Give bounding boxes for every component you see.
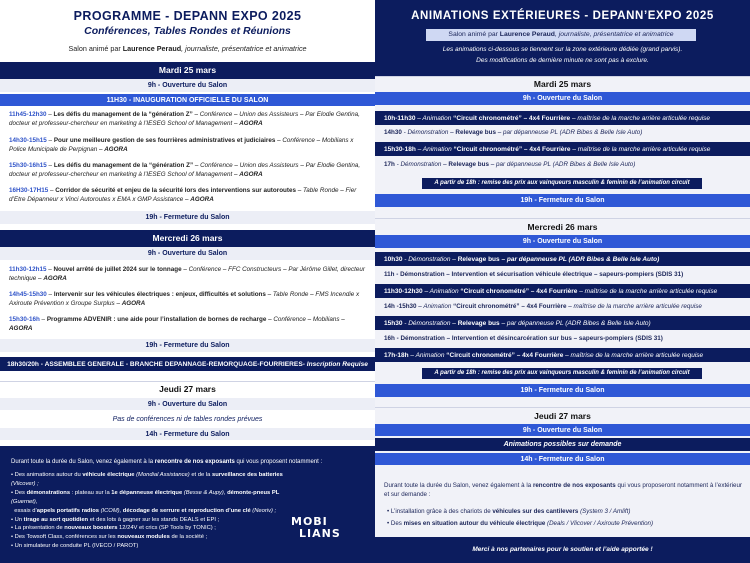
footer-bullets: [11, 471, 286, 551]
animation-item: 14h30 - Démonstration – Relevage bus – par dépanneuse PL (ADR Bibes & Belle Isle Auto): [384, 128, 643, 136]
right-title: ANIMATIONS EXTÉRIEURES - DEPANN’EXPO 2025: [411, 10, 714, 22]
opening-thursday: 9h - Ouverture du Salon: [0, 398, 375, 410]
right-footer-bullets: [387, 506, 742, 530]
prize-banner-wednesday: A partir de 18h : remise des prix aux vainqueurs masculin & feminin de l’animation circuit: [422, 368, 702, 379]
outdoor-animations-program: [375, 0, 750, 563]
right-host-pill: Salon animé par Laurence Peraud, journaliste, présentatrice et animatrice: [426, 29, 696, 41]
right-closing-wednesday: 19h - Fermeture du Salon: [375, 384, 750, 397]
left-subtitle: Conférences, Tables Rondes et Réunions: [84, 25, 291, 37]
opening-tuesday: 9h - Ouverture du Salon: [0, 79, 375, 92]
animation-item: 10h-11h30 – Animation “Circuit chronométré” – 4x4 Fourrière – maîtrise de la marche arrière articulée requise: [375, 111, 750, 125]
footer-intro: Durant toute la durée du Salon, venez également à la rencontre de nos exposants qui vous proposent notamment :: [11, 459, 323, 465]
prize-banner-tuesday: A partir de 18h : remise des prix aux vainqueurs masculin & feminin de l’animation circuit: [422, 178, 702, 189]
general-assembly-banner: 18h30/20h - ASSEMBLEE GENERALE - BRANCHE DEPANNAGE-REMORQUAGE-FOURRIERES - Inscription Requise: [0, 357, 375, 371]
list-item: • Un tirage au sort quotidien et des lots à gagner sur les stands DEALS et EPI ;: [11, 516, 220, 523]
conference-item: 14h30-15h15 – Pour une meilleure gestion de ses fourrières administratives et judiciaires – Conférence – Mobilians x Police Municipale de Perpignan – AGORA: [9, 137, 354, 153]
day-header-thursday: Jeudi 27 mars: [0, 381, 375, 397]
animation-item: 15h30 - Démonstration – Relevage bus – par dépanneuse PL (ADR Bibes & Belle Isle Auto): [375, 316, 750, 330]
right-intro-2: Des modifications de dernière minute ne sont pas à exclure.: [476, 57, 649, 64]
no-conference-note: Pas de conférences ni de tables rondes prévues: [112, 415, 263, 423]
right-footer-intro: Durant toute la durée du Salon, venez également à la rencontre de nos exposants qui vous proposeront notamment à l’extérieur et sur demande :: [384, 482, 742, 498]
closing-thursday: 14h - Fermeture du Salon: [0, 428, 375, 440]
conference-item: 15h30-16h – Programme ADVENIR : une aide pour l’installation de bornes de recharge – Conférence – Mobilians – AGORA: [9, 316, 345, 332]
animation-item: 11h30-12h30 – Animation “Circuit chronométré” – 4x4 Fourrière – maîtrise de la marche arrière articulée requise: [375, 284, 750, 298]
day-header-wednesday: Mercredi 26 mars: [0, 230, 375, 247]
closing-wednesday: 19h - Fermeture du Salon: [0, 339, 375, 352]
list-item: • Des mises en situation autour du véhicule électrique (Deals / Vlicover / Axiroute Prévention): [387, 520, 654, 527]
mobilians-logo: MOBI LIANS: [291, 515, 341, 540]
list-item: • Un simulateur de conduite PL (IVECO / PAROT): [11, 543, 139, 550]
animation-item: 15h30-18h – Animation “Circuit chronométré” – 4x4 Fourrière – maîtrise de la marche arrière articulée requise: [375, 142, 750, 156]
conference-item: 14h45-15h30 – Intervenir sur les véhicules électriques : enjeux, difficultés et solutions – Table Ronde – FMS Incendie x Axiroute Prévention x Groupe Surplus – AGORA: [9, 291, 360, 307]
conference-item: 11h45-12h30 – Les défis du management de la “génération Z” – Conférence – Union des Assisteurs – Par Elodie Gentina, docteur et professeur-chercheur en marketing à l’IESEG School of Management – AGORA: [9, 111, 360, 127]
right-intro-1: Les animations ci-dessous se tiennent sur la zone extérieure dédiée (grand parvis).: [442, 46, 683, 53]
right-day-header-tuesday: Mardi 25 mars: [375, 76, 750, 92]
animation-item: 11h - Démonstration – Intervention et sécurisation véhicule électrique – sapeurs-pompiers (SDIS 31): [384, 270, 684, 278]
conference-item: 16H30-17H15 – Corridor de sécurité et enjeu de la sécurité lors des interventions sur autoroutes – Table Ronde – Fier d’Etre Dépanneur x Vinci Autoroutes x EMA x GMP Assistance – AGORA: [9, 187, 357, 203]
left-header: [0, 0, 375, 62]
inauguration-banner: 11H30 - INAUGURATION OFFICIELLE DU SALON: [0, 94, 375, 106]
opening-wednesday: 9h - Ouverture du Salon: [0, 247, 375, 260]
animation-item: 10h30 - Démonstration – Relevage bus – par dépanneuse PL (ADR Bibes & Belle Isle Auto): [375, 252, 750, 266]
closing-tuesday: 19h - Fermeture du Salon: [0, 211, 375, 224]
thanks-banner: Merci à nos partenaires pour le soutien et l’aide apportée !: [375, 537, 750, 563]
conference-item: 15h30-16h15 – Les défis du management de la “génération Z” – Conférence – Union des Assisteurs – Par Elodie Gentina, docteur et professeur-chercheur en marketing à l’IESEG School of Management – AGORA: [9, 162, 361, 178]
right-opening-thursday: 9h - Ouverture du Salon: [375, 424, 750, 436]
right-closing-thursday: 14h - Fermeture du Salon: [375, 453, 750, 465]
list-item: • Des animations autour du véhicule électrique (Mondial Assistance) et de la surveillance des batteries (Vlicover) ;: [11, 472, 283, 487]
list-item: • Des démonstrations : plateau sur la 1e dépanneuse électrique (Besse & Aupy), démonte-pneus PL (Guernet), essais d’appels portatifs radios (ICOM), décodage de serrure et reproduction d’une clé (Neoriv) ;: [11, 489, 280, 514]
animations-on-request-note: Animations possibles sur demande: [375, 438, 750, 451]
animation-item: 16h - Démonstration – Intervention et désincarcération sur bus – sapeurs-pompiers (SDIS 31): [384, 334, 663, 342]
day-header-tuesday: Mardi 25 mars: [0, 62, 375, 79]
conference-item: 11h30-12h15 – Nouvel arrêté de juillet 2024 sur le tonnage – Conférence – FFC Constructeurs – Par Jérôme Gillet, directeur technique – AGORA: [9, 266, 365, 282]
list-item: • L’installation grâce à des chariots de véhicules sur des cantilevers (System 3 / Amlift): [387, 508, 631, 515]
right-day-header-thursday: Jeudi 27 mars: [375, 407, 750, 424]
right-closing-tuesday: 19h - Fermeture du Salon: [375, 194, 750, 207]
left-footer: [0, 446, 375, 563]
list-item: • Des Towsoft Class, conférences sur les nouveaux modules de la société ;: [11, 534, 208, 541]
list-item: • La présentation de nouveaux boosters 12/24V et crics (SP Tools by TONIC) ;: [11, 525, 216, 532]
right-header: [375, 0, 750, 76]
left-title: PROGRAMME - DEPANN EXPO 2025: [73, 9, 302, 23]
left-host-line: Salon animé par Laurence Peraud, journaliste, présentatrice et animatrice: [68, 44, 307, 53]
right-opening-wednesday: 9h - Ouverture du Salon: [375, 235, 750, 248]
animation-item: 17h - Démonstration – Relevage bus – par dépanneuse PL (ADR Bibes & Belle Isle Auto): [384, 160, 636, 168]
animation-item: 17h-18h – Animation “Circuit chronométré” – 4x4 Fourrière – maîtrise de la marche arrière articulée requise: [375, 348, 750, 362]
animation-item: 14h -15h30 – Animation “Circuit chronométré” – 4x4 Fourrière – maîtrise de la marche arrière articulée requise: [384, 302, 702, 310]
right-day-header-wednesday: Mercredi 26 mars: [375, 218, 750, 235]
right-opening-tuesday: 9h - Ouverture du Salon: [375, 92, 750, 105]
